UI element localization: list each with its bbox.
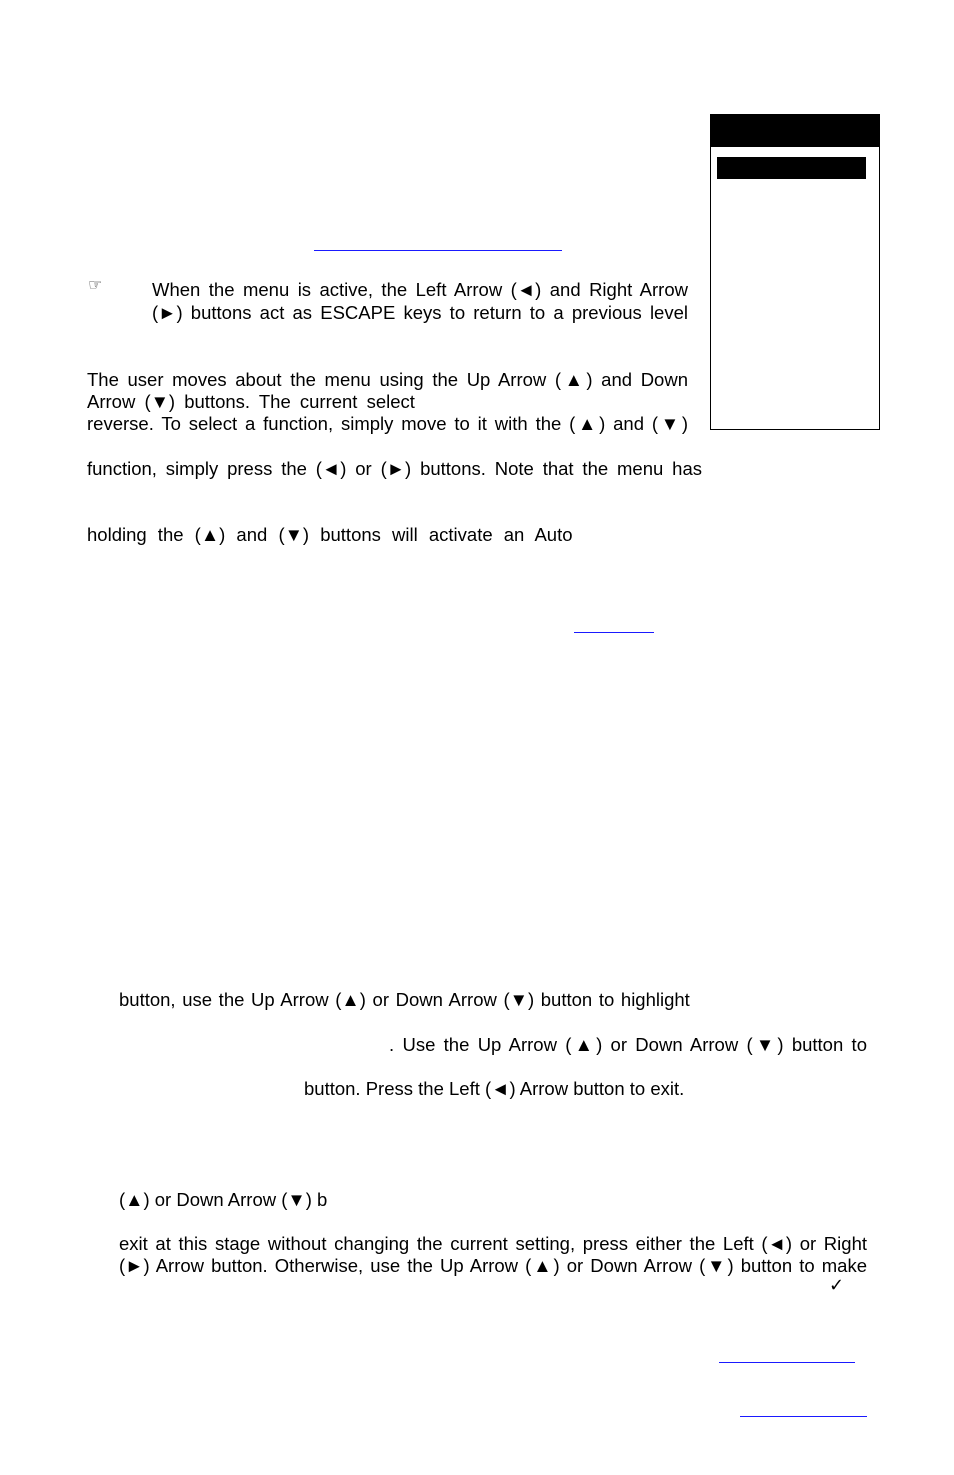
link-underline-bottom-1[interactable]	[719, 1362, 855, 1363]
link-underline-bottom-2[interactable]	[740, 1416, 867, 1417]
menu-highlighted-item	[717, 157, 866, 179]
para2-line-3: button. Press the Left (◄) Arrow button to exit.	[304, 1078, 685, 1099]
para1-line-4: function, simply press the (◄) or (►) buttons. Note that the menu has	[87, 458, 702, 479]
para3-line-1: (▲) or Down Arrow (▼) b	[119, 1189, 328, 1210]
menu-header-bar	[711, 115, 879, 147]
link-underline-top[interactable]	[314, 250, 562, 251]
note-line-2: (►) buttons act as ESCAPE keys to return to a previous level	[152, 302, 688, 323]
link-underline-middle[interactable]	[574, 632, 654, 633]
para1-line-5: holding the (▲) and (▼) buttons will activate an Auto	[87, 524, 573, 545]
para3-line-3: (►) Arrow button. Otherwise, use the Up Arrow (▲) or Down Arrow (▼) button to make	[119, 1255, 867, 1276]
para3-line-2: exit at this stage without changing the current setting, press either the Left (◄) or Right	[119, 1233, 867, 1254]
menu-display	[710, 114, 880, 430]
pointing-hand-icon: ☞	[88, 277, 103, 294]
para1-line-1: The user moves about the menu using the Up Arrow (▲) and Down	[87, 369, 688, 390]
note-line-1: When the menu is active, the Left Arrow (◄) and Right Arrow	[152, 279, 688, 300]
para2-line-2: . Use the Up Arrow (▲) or Down Arrow (▼) button to	[389, 1034, 867, 1055]
para1-line-3: reverse. To select a function, simply move to it with the (▲) and (▼)	[87, 413, 688, 434]
para1-line-2: Arrow (▼) buttons. The current select	[87, 391, 415, 412]
checkmark-icon: ✓	[829, 1275, 845, 1295]
para2-line-1: button, use the Up Arrow (▲) or Down Arrow (▼) button to highlight	[119, 989, 690, 1010]
